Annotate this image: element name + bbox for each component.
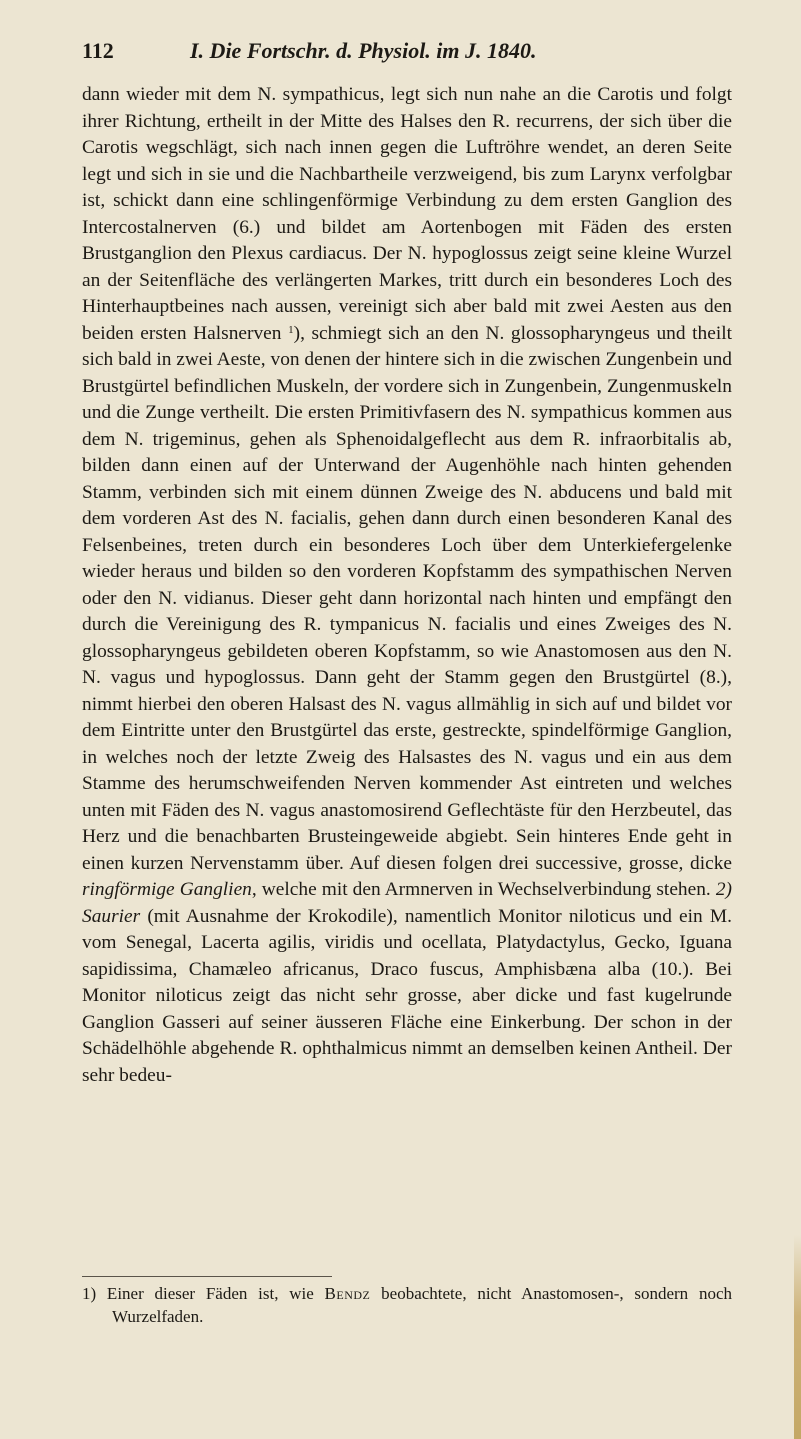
running-title: I. Die Fortschr. d. Physiol. im J. 1840.	[190, 38, 537, 63]
footnote-reference: 1	[288, 323, 294, 336]
section-heading-saurier: 2) Saurier	[82, 879, 732, 927]
text-segment-1: dann wieder mit dem N. sympathicus, legt sich nun nahe an die Carotis und folgt ihrer Richtung, ertheilt in der Mitte des Halses den R. recurrens, der sich über die Carotis wegschlägt, sich nach innen gegen die Luftröhre wendet, an deren Seite legt und sich in sie und die Nachbartheile verzweigend, bis zum Larynx verfolgbar ist, schickt dann eine schlingenförmige Verbindung zu dem ersten Ganglion des Intercostalnerven (6.) und bildet am Aortenbogen mit Fäden des ersten Brustganglion den Plexus cardiacus. Der N. hypoglossus zeigt seine kleine Wurzel an der Seitenfläche des verlängerten Markes, tritt durch ein besonderes Loch des Hinterhauptbeines nach aussen, vereinigt sich aber bald mit zwei Aesten aus den beiden ersten Halsnerven	[82, 84, 732, 344]
text-segment-3: , welche mit den Armnerven in Wechselverbindung stehen.	[251, 879, 716, 900]
text-segment-4: (mit Ausnahme der Krokodile), namentlich Monitor niloticus und ein M. vom Senegal, Lacerta agilis, viridis und ocellata, Platydactylus, Gecko, Iguana sapidissima, Chamæleo africanus, Draco fuscus, Amphisbæna alba (10.). Bei Monitor niloticus zeigt das nicht sehr grosse, aber dicke und fast kugelrunde Ganglion Gasseri auf seiner äusseren Fläche eine Einkerbung. Der schon in der Schädelhöhle abgehende R. ophthalmicus nimmt an demselben keinen Antheil. Der sehr bedeu-	[82, 905, 732, 1086]
footnote-marker: 1)	[82, 1284, 97, 1303]
text-segment-2: , schmiegt sich an den N. glossopharyngeus und theilt sich bald in zwei Aeste, von denen der hintere sich in die zwischen Zungenbein und Brustgürtel befindlichen Muskeln, der vordere sich in Zungenbein, Zungenmuskeln und die Zunge vertheilt. Die ersten Primitivfasern des N. sympathicus kommen aus dem N. trigeminus, gehen als Sphenoidalgeflecht aus dem R. infraorbitalis ab, bilden dann einen auf der Unterwand der Augenhöhle nach hinten gehenden Stamm, verbinden sich mit einem dünnen Zweige des N. abducens und bald mit dem vorderen Ast des N. facialis, gehen dann durch einen besonderen Kanal des Felsenbeines, treten durch ein besonderes Loch über dem Unterkiefergelenke wieder heraus und bilden so den vorderen Kopfstamm des sympathischen Nerven oder den N. vidianus. Dieser geht dann horizontal nach hinten und empfängt den durch die Vereinigung des R. tympanicus N. facialis und eines Zweiges des N. glossopharyngeus gebildeten oberen Kopfstamm, so wie Anastomosen aus den N. N. vagus und hypoglossus. Dann geht der Stamm gegen den Brustgürtel (8.), nimmt hierbei den oberen Halsast des N. vagus allmählig in sich auf und bildet vor dem Eintritte unter den Brustgürtel das erste, gestreckte, spindelförmige Ganglion, in welches noch der letzte Zweig des Halsastes des N. vagus und ein aus dem Stamme des herumschweifenden Nerven kommender Ast eintreten und welches unten mit Fäden des N. vagus anastomosirend Geflechtäste für den Herzbeutel, das Herz und die benachbarten Brusteingeweide abgiebt. Sein hinteres Ende geht in einen kurzen Nervenstamm über. Auf diesen folgen drei successive, grosse, dicke	[82, 322, 732, 874]
footnote-text	[82, 1282, 732, 1328]
page-header	[82, 36, 722, 66]
footnote-author-name: Bendz	[324, 1284, 371, 1303]
page-number: 112	[82, 38, 114, 63]
body-text	[82, 82, 732, 1089]
page-edge-stain	[794, 1235, 801, 1439]
footnote-text-pre: Einer dieser Fäden ist, wie	[96, 1284, 325, 1303]
footnote-separator	[82, 1276, 332, 1277]
emphasis-ringfoermige-ganglien: ringförmige Ganglien	[82, 879, 252, 900]
footnote	[82, 1282, 732, 1328]
footnote-text-post: beobachtete, nicht Anastomosen-, sondern noch Wurzelfaden.	[112, 1284, 732, 1326]
main-paragraph: dann wieder mit dem N. sympathicus, legt sich nun nahe an die Carotis und folgt ihrer Richtung, ertheilt in der Mitte des Halses den R. recurrens, der sich über die Carotis wegschlägt, sich nach innen gegen die Luftröhre wendet, an deren Seite legt und sich in sie und die Nachbartheile verzweigend, bis zum Larynx verfolgbar ist, schickt dann eine schlingenförmige Verbindung zu dem ersten Ganglion des Intercostalnerven (6.) und bildet am Aortenbogen mit Fäden des ersten Brustganglion den Plexus cardiacus. Der N. hypoglossus zeigt seine kleine Wurzel an der Seitenfläche des verlängerten Markes, tritt durch ein besonderes Loch des Hinterhauptbeines nach aussen, vereinigt sich aber bald mit zwei Aesten aus den beiden ersten Halsnerven $^1$), schmiegt sich an den N. glossopharyngeus und theilt sich bald in zwei Aeste, von denen der hintere sich in die zwischen Zungenbein und Brustgürtel befindlichen Muskeln, der vordere sich in Zungenbein, Zungenmuskeln und die Zunge vertheilt. Die ersten Primitivfasern des N. sympathicus kommen aus dem N. trigeminus, gehen als Sphenoidalgeflecht aus dem R. infraorbitalis ab, bilden dann einen auf der Unterwand der Augenhöhle nach hinten gehenden Stamm, verbinden sich mit einem dünnen Zweige des N. abducens und bald mit dem vorderen Ast des N. facialis, gehen dann durch einen besonderen Kanal des Felsenbeines, treten durch ein besonderes Loch über dem Unterkiefergelenke wieder heraus und bilden so den vorderen Kopfstamm des sympathischen Nerven oder den N. vidianus. Dieser geht dann horizontal nach hinten und empfängt den durch die Vereinigung des R. tympanicus N. facialis und eines Zweiges des N. glossopharyngeus gebildeten oberen Kopfstamm, so wie Anastomosen aus den N. N. vagus und hypoglossus. Dann geht der Stamm gegen den Brustgürtel (8.), nimmt hierbei den oberen Halsast des N. vagus allmählig in sich auf und bildet vor dem Eintritte unter den Brustgürtel das erste, gestreckte, spindelförmige Ganglion, in welches noch der letzte Zweig des Halsastes des N. vagus und ein aus dem Stamme des herumschweifenden Nerven kommender Ast eintreten und welches unten mit Fäden des N. vagus anastomosirend Geflechtäste für den Herzbeutel, das Herz und die benachbarten Brusteingeweide abgiebt. Sein hinteres Ende geht in einen kurzen Nervenstamm über. Auf diesen folgen drei successive, grosse, dicke ringförmige Ganglien, welche mit den Armnerven in Wechselverbindung stehen. 2) Saurier (mit Ausnahme der Krokodile), namentlich Monitor niloticus und ein M. vom Senegal, Lacerta agilis, viridis und ocellata, Platydactylus, Gecko, Iguana sapidissima, Chamæleo africanus, Draco fuscus, Amphisbæna alba (10.). Bei Monitor niloticus zeigt das nicht sehr grosse, aber dicke und fast kugelrunde Ganglion Gasseri auf seiner äusseren Fläche eine Einkerbung. Der schon in der Schädelhöhle abgehende R. ophthalmicus nimmt an demselben keinen Antheil. Der sehr bedeu-	[82, 84, 732, 1086]
